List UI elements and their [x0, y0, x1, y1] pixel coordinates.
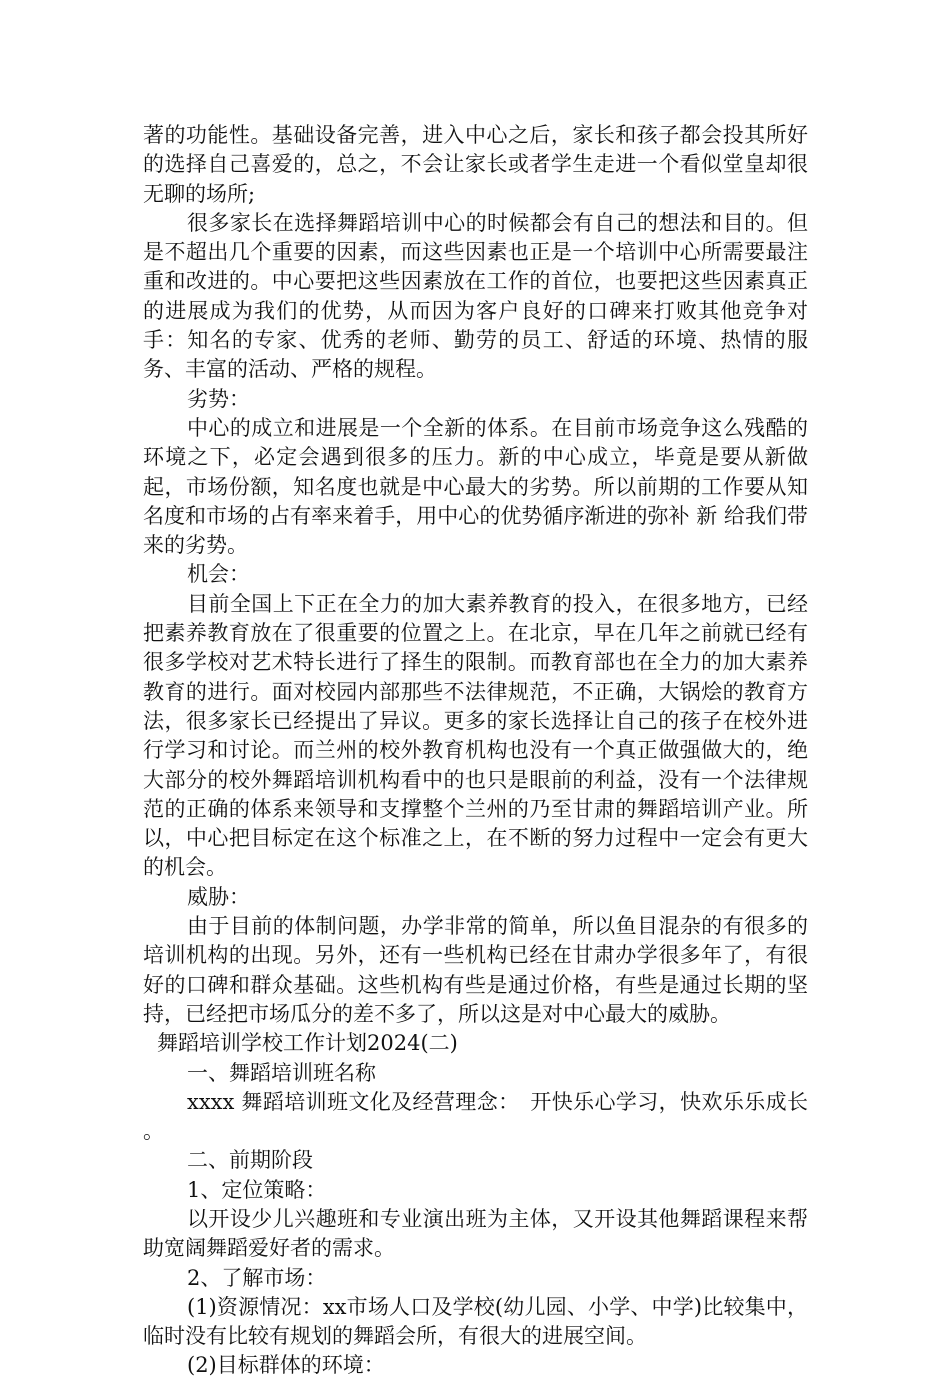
paragraph-resources: (1)资源情况：xx市场人口及学校(幼儿园、小学、中学)比较集中，临时没有比较有规划的舞蹈会所，有很大的进展空间。 — [143, 1294, 808, 1349]
paragraph-parent-factors: 很多家长在选择舞蹈培训中心的时候都会有自己的想法和目的。但是不超出几个重要的因素，而这些因素也正是一个培训中心所需要最注重和改进的。中心要把这些因素放在工作的首位，也要把这些因素真正的进展成为我们的优势，从而因为客户良好的口碑来打败其他竞争对手：知名的专家、优秀的老师、勤劳的员工、舒适的环境、热情的服务、丰富的活动、严格的规程。 — [143, 210, 808, 382]
paragraph-facilities: 著的功能性。基础设备完善，进入中心之后，家长和孩子都会投其所好的选择自己喜爱的，总之，不会让家长或者学生走进一个看似堂皇却很无聊的场所; — [143, 123, 808, 206]
heading-positioning: 1、定位策略： — [187, 1177, 327, 1202]
paragraph-threats: 由于目前的体制问题，办学非常的简单，所以鱼目混杂的有很多的培训机构的出现。另外，还有一些机构已经在甘肃办学很多年了，有很好的口碑和群众基础。这些机构有些是通过价格，有些是通过长期的坚持，已经把市场瓜分的差不多了，所以这是对中心最大的威胁。 — [143, 914, 808, 1026]
heading-early-stage: 二、前期阶段 — [187, 1148, 313, 1173]
paragraph-positioning: 以开设少儿兴趣班和专业演出班为主体，又开设其他舞蹈课程来帮助宽阔舞蹈爱好者的需求。 — [143, 1206, 808, 1261]
document-body — [143, 121, 808, 1381]
heading-weaknesses: 劣势： — [187, 386, 250, 411]
heading-opportunities: 机会： — [187, 562, 250, 587]
paragraph-business-concept: xxxx 舞蹈培训班文化及经营理念： 开快乐心学习，快欢乐乐成长 。 — [143, 1089, 808, 1144]
paragraph-weaknesses: 中心的成立和进展是一个全新的体系。在目前市场竞争这么残酷的环境之下，必定会遇到很多的压力。新的中心成立，毕竟是要从新做起，市场份额，知名度也就是中心最大的劣势。所以前期的工作要从知名度和市场的占有率来着手，用中心的优势循序渐进的弥补 新 给我们带来的劣势。 — [143, 415, 808, 558]
heading-target-groups: (2)目标群体的环境： — [187, 1353, 385, 1378]
heading-threats: 威胁： — [187, 884, 250, 909]
paragraph-opportunities: 目前全国上下正在全力的加大素养教育的投入，在很多地方，已经把素养教育放在了很重要的位置之上。在北京，早在几年之前就已经有很多学校对艺术特长进行了择生的限制。而教育部也在全力的加大素养教育的进行。面对校园内部那些不法律规范，不正确，大锅烩的教育方法，很多家长已经提出了异议。更多的家长选择让自己的孩子在校外进行学习和讨论。而兰州的校外教育机构也没有一个真正做强做大的，绝大部分的校外舞蹈培训机构看中的也只是眼前的利益，没有一个法律规范的正确的体系来领导和支撑整个兰州的乃至甘肃的舞蹈培训产业。所以，中心把目标定在这个标准之上，在不断的努力过程中一定会有更大的机会。 — [143, 591, 808, 880]
section-title-work-plan: 舞蹈培训学校工作计划2024(二) — [157, 1031, 458, 1056]
heading-class-name: 一、舞蹈培训班名称 — [187, 1060, 376, 1085]
heading-market: 2、了解市场： — [187, 1265, 327, 1290]
